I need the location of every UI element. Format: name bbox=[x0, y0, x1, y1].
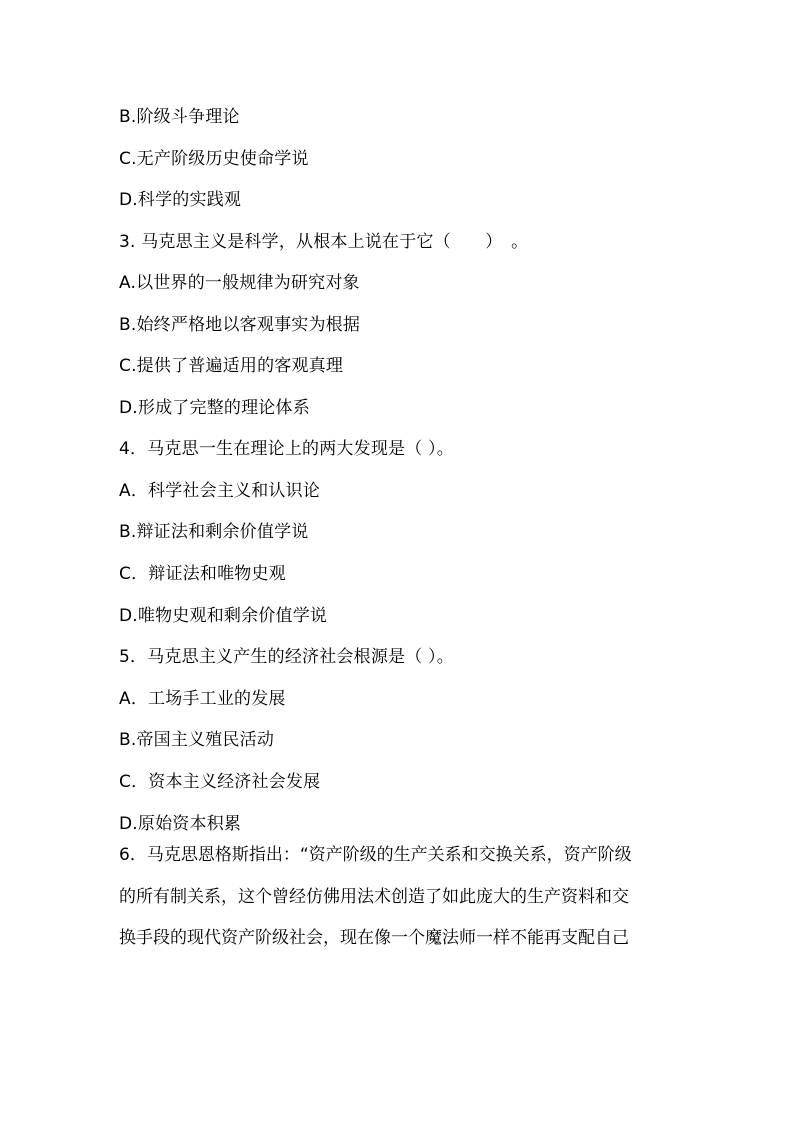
option-d-text: D.科学的实践观 bbox=[119, 190, 242, 210]
option-a-text: A．工场手工业的发展 bbox=[119, 689, 286, 709]
option-a-text: A.以世界的一般规律为研究对象 bbox=[119, 273, 360, 293]
option-d-text: D.唯物史观和剩余价值学说 bbox=[119, 606, 328, 626]
question-4-text: 4．马克思一生在理论上的两大发现是（ ）。 bbox=[119, 439, 454, 459]
option-b-text: B.帝国主义殖民活动 bbox=[119, 730, 275, 750]
option-d-text: D.原始资本积累 bbox=[119, 814, 242, 834]
option-a-text: A．科学社会主义和认识论 bbox=[119, 481, 321, 501]
option-d-text: D.形成了完整的理论体系 bbox=[119, 398, 310, 418]
option-b-text: B.阶级斗争理论 bbox=[119, 107, 240, 127]
option-c-text: C．资本主义经济社会发展 bbox=[119, 772, 321, 792]
question-6-line-3: 换手段的现代资产阶级社会，现在像一个魔法师一样不能再支配自己 bbox=[119, 928, 629, 948]
option-b-text: B.始终严格地以客观事实为根据 bbox=[119, 315, 361, 335]
question-6-line-2: 的所有制关系，这个曾经仿佛用法术创造了如此庞大的生产资料和交 bbox=[119, 886, 629, 907]
option-c-text: C.无产阶级历史使命学说 bbox=[119, 149, 309, 169]
question-6-line-1: 6．马克思恩格斯指出：“资产阶级的生产关系和交换关系，资产阶级 bbox=[119, 845, 632, 865]
question-3-text: 3. 马克思主义是科学，从根本上说在于它（ ） 。 bbox=[119, 232, 529, 252]
option-c-text: C．辩证法和唯物史观 bbox=[119, 564, 286, 584]
option-c-text: C.提供了普遍适用的客观真理 bbox=[119, 356, 344, 376]
question-5-text: 5．马克思主义产生的经济社会根源是（ ）。 bbox=[119, 647, 454, 667]
option-b-text: B.辩证法和剩余价值学说 bbox=[119, 522, 309, 542]
question-6-paragraph bbox=[119, 835, 684, 960]
